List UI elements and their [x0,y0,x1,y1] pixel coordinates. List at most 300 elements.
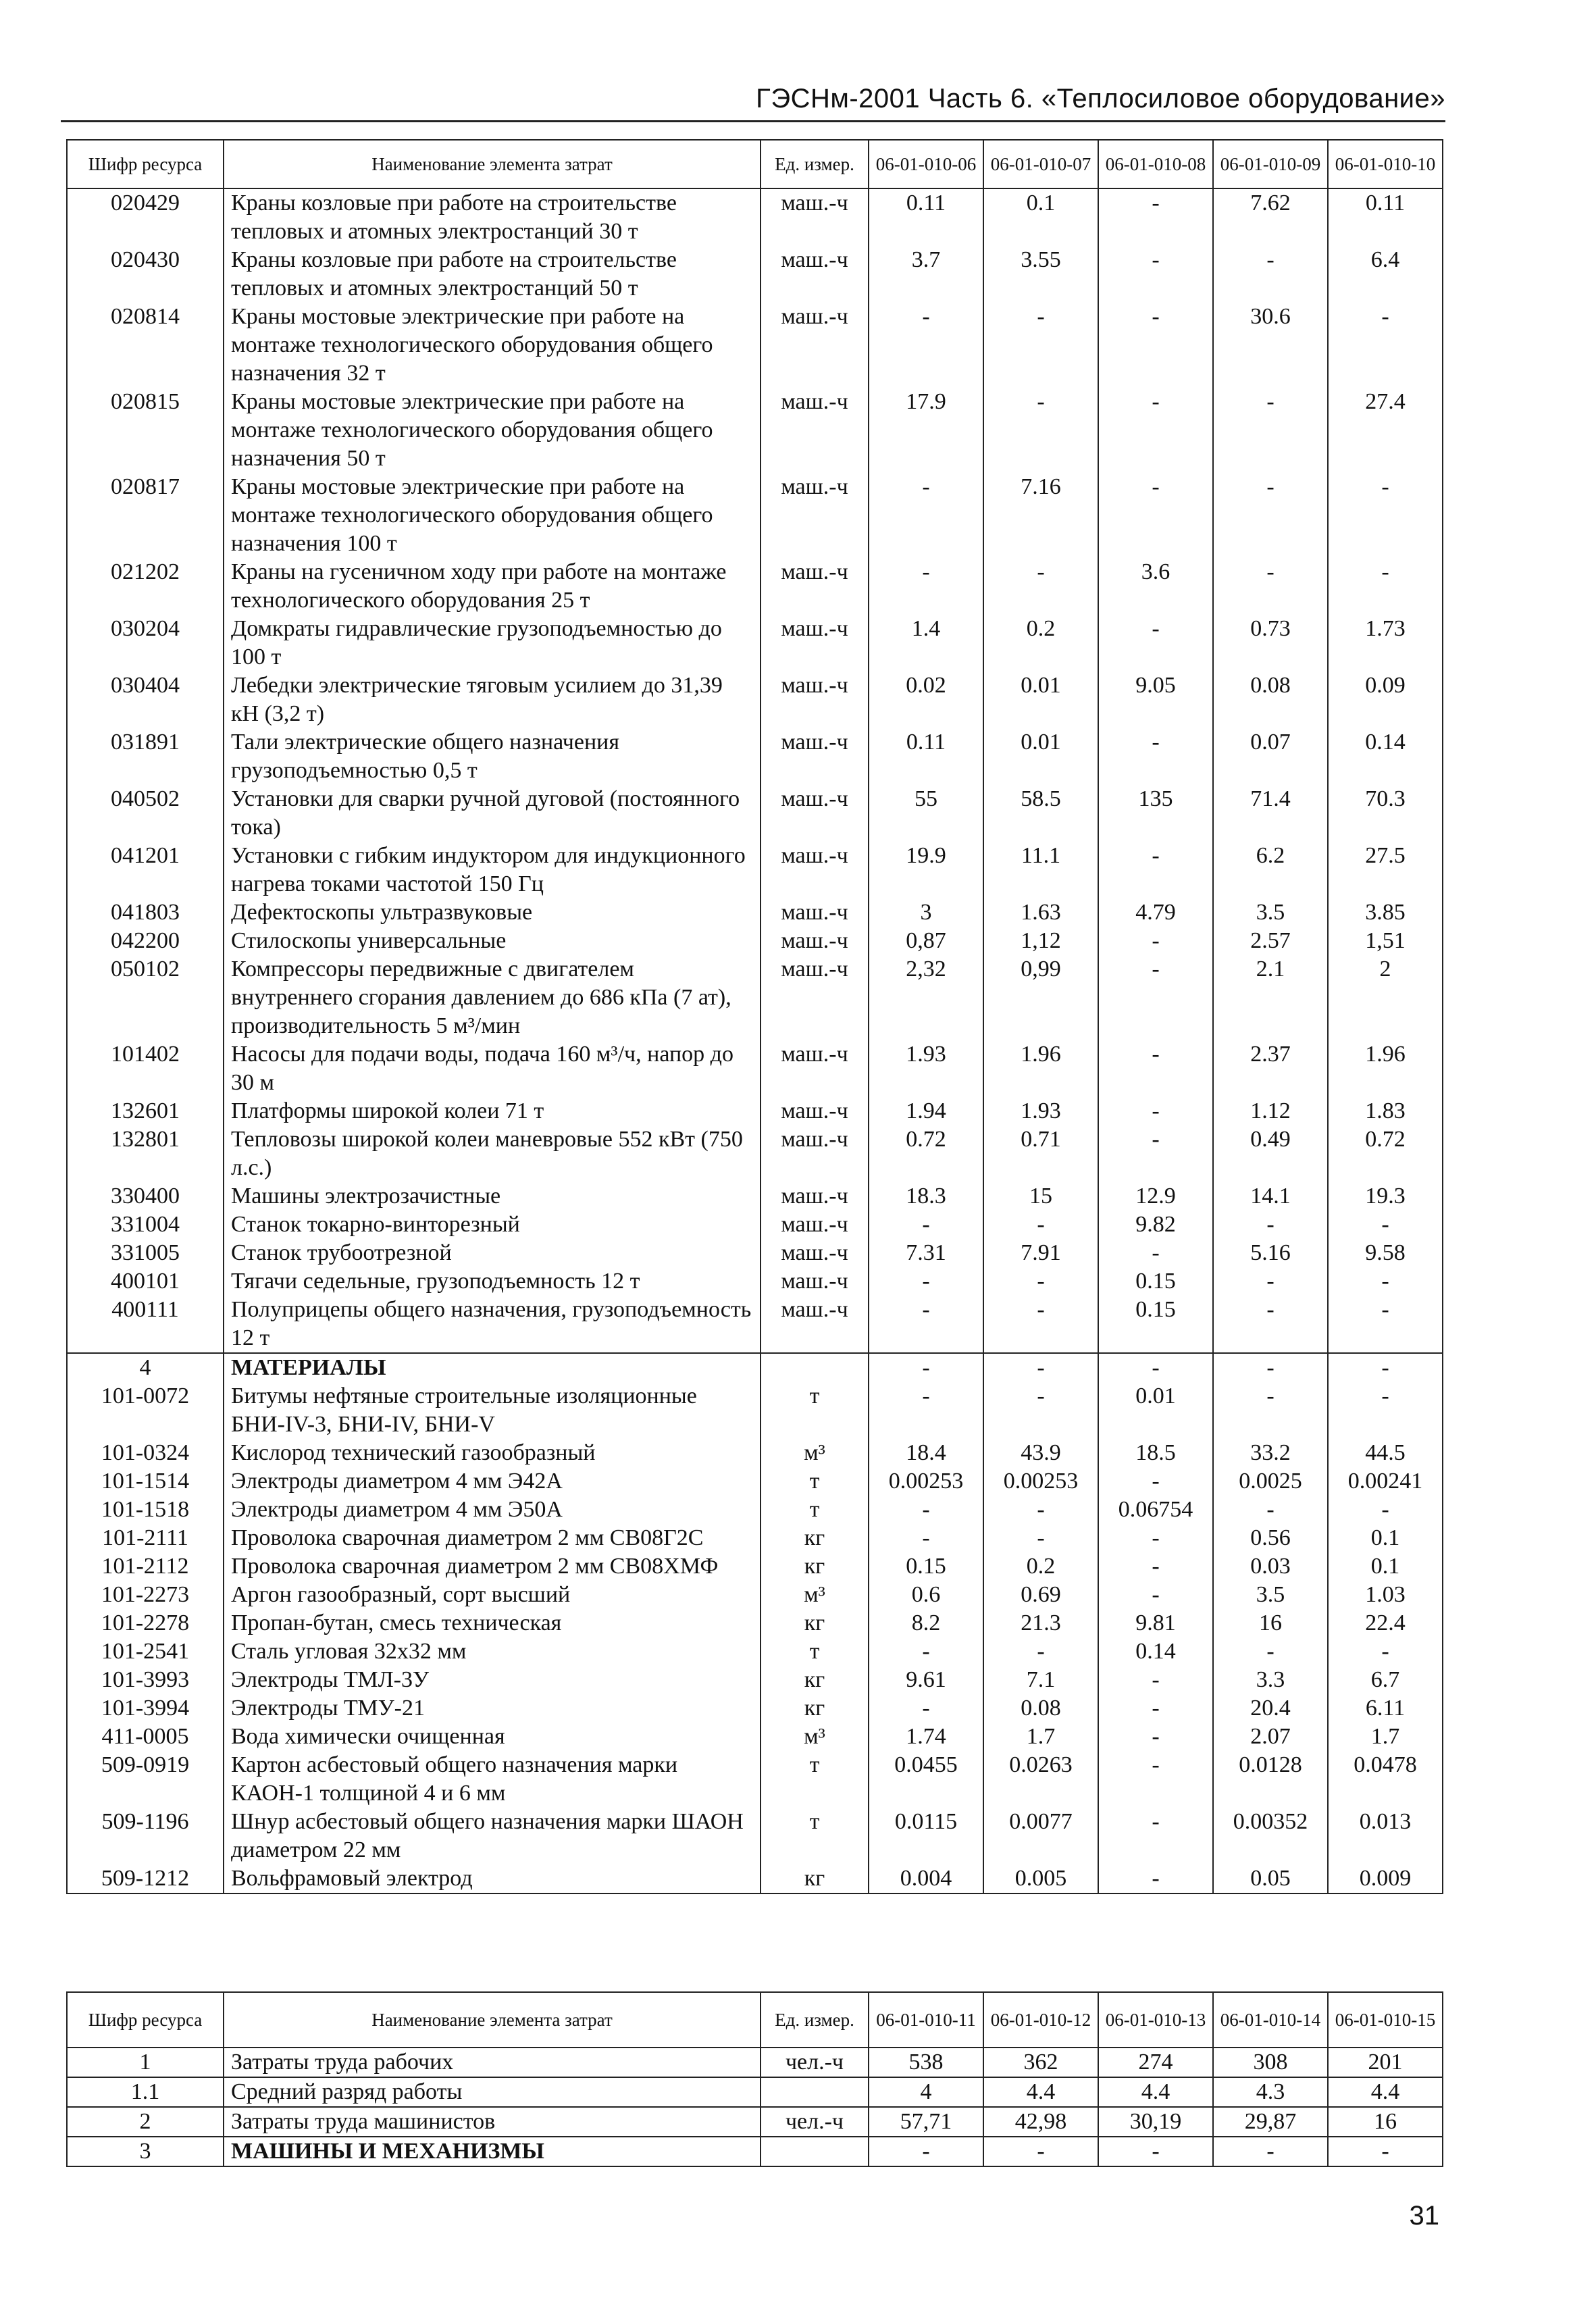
norm-value: 0.00253 [983,1467,1098,1496]
norm-value: - [1328,1382,1443,1439]
resource-name: Затраты труда рабочих [224,2048,761,2077]
norm-value: 71.4 [1213,785,1328,842]
norm-value: - [1098,1125,1213,1182]
table-row [67,1609,1443,1637]
norm-value: 5.16 [1213,1239,1328,1267]
unit-cell: маш.-ч [761,1182,869,1211]
resource-code: 020429 [67,188,224,246]
unit-cell: маш.-ч [761,1296,869,1353]
norm-value: 4.79 [1098,898,1213,927]
norm-value: 0.01 [983,728,1098,785]
resource-name: Тягачи седельные, грузоподъемность 12 т [224,1267,761,1296]
resource-code: 101-0324 [67,1439,224,1467]
norm-value: 362 [983,2048,1098,2077]
col-header-norm-5: 06-01-010-10 [1328,140,1443,188]
table-row [67,1524,1443,1552]
resource-code: 509-1196 [67,1808,224,1864]
resource-code: 132801 [67,1125,224,1182]
resource-code: 132601 [67,1097,224,1125]
col-header-norm-1: 06-01-010-11 [869,1992,983,2048]
resource-name: Затраты труда машинистов [224,2107,761,2137]
norm-value: - [1098,2137,1213,2166]
norm-value: - [983,1211,1098,1239]
resource-code: 509-1212 [67,1864,224,1893]
col-header-name: Наименование элемента затрат [224,140,761,188]
norm-value: 0.1 [1328,1552,1443,1581]
resource-name: Машины электрозачистные [224,1182,761,1211]
norm-value: 3.6 [1098,558,1213,615]
norm-value: 29,87 [1213,2107,1328,2137]
resource-code: 101-2112 [67,1552,224,1581]
norm-value: 1.74 [869,1723,983,1751]
resource-name: Насосы для подачи воды, подача 160 м³/ч, напор до 30 м [224,1040,761,1097]
norm-value: 6.11 [1328,1694,1443,1723]
norm-value: 0.72 [869,1125,983,1182]
norm-value: - [1328,1296,1443,1353]
resource-code: 331005 [67,1239,224,1267]
resource-code: 101-0072 [67,1382,224,1439]
norm-value: 0.15 [1098,1296,1213,1353]
unit-cell: маш.-ч [761,927,869,955]
resource-name: Домкраты гидравлические грузоподъемностью до 100 т [224,615,761,671]
norm-value: 274 [1098,2048,1213,2077]
norm-value: - [1328,473,1443,558]
norm-value: 1.96 [1328,1040,1443,1097]
norm-value: 3.85 [1328,898,1443,927]
norm-value: - [983,1382,1098,1439]
resource-code: 101-2278 [67,1609,224,1637]
norm-value: 0.005 [983,1864,1098,1893]
norm-value: - [869,2137,983,2166]
norm-value: - [1328,1267,1443,1296]
table-row [67,1296,1443,1353]
table-row [67,1182,1443,1211]
norm-value: 0.05 [1213,1864,1328,1893]
table-row [67,2107,1443,2137]
resource-code: 101-2541 [67,1637,224,1666]
norm-value: 4 [869,2077,983,2107]
norm-value: 15 [983,1182,1098,1211]
col-header-norm-2: 06-01-010-12 [983,1992,1098,2048]
norm-value: - [983,303,1098,388]
norm-value: 1.63 [983,898,1098,927]
table-row [67,785,1443,842]
norm-value: - [1098,728,1213,785]
norm-value: 0.72 [1328,1125,1443,1182]
resource-name: Краны на гусеничном ходу при работе на монтаже технологического оборудования 25 т [224,558,761,615]
norm-value: 2,32 [869,955,983,1040]
norm-value: 0.0025 [1213,1467,1328,1496]
table-row [67,188,1443,246]
unit-cell: маш.-ч [761,671,869,728]
norm-value: 1.7 [983,1723,1098,1751]
resource-code: 101-2273 [67,1581,224,1609]
resource-name: Краны мостовые электрические при работе на монтаже технологического оборудования общего назначения 50 т [224,388,761,473]
norm-value: - [1098,1097,1213,1125]
norm-value: 0.69 [983,1581,1098,1609]
norm-value: 0.00352 [1213,1808,1328,1864]
norm-value: - [983,388,1098,473]
norm-value: 0.0128 [1213,1751,1328,1808]
resource-code: 050102 [67,955,224,1040]
norm-value: 1.93 [869,1040,983,1097]
unit-cell [761,2077,869,2107]
norm-value: - [1328,1637,1443,1666]
resource-name: Вольфрамовый электрод [224,1864,761,1893]
norm-value: 0.11 [1328,188,1443,246]
norm-value: - [869,1496,983,1524]
table-row [67,1267,1443,1296]
norm-value: 0,99 [983,955,1098,1040]
resource-name: Краны мостовые электрические при работе на монтаже технологического оборудования общего назначения 100 т [224,473,761,558]
unit-cell: чел.-ч [761,2107,869,2137]
unit-cell: маш.-ч [761,1267,869,1296]
unit-cell: т [761,1751,869,1808]
resource-code: 1.1 [67,2077,224,2107]
norm-value: - [1098,188,1213,246]
table-row [67,1239,1443,1267]
unit-cell: кг [761,1552,869,1581]
unit-cell: маш.-ч [761,898,869,927]
unit-cell: маш.-ч [761,615,869,671]
norm-value: 0.14 [1098,1637,1213,1666]
norm-value: 6.2 [1213,842,1328,898]
resource-name: Средний разряд работы [224,2077,761,2107]
resource-code: 1 [67,2048,224,2077]
norm-value: 42,98 [983,2107,1098,2137]
norm-value: 1.12 [1213,1097,1328,1125]
norm-value: 7.31 [869,1239,983,1267]
norm-value: 2.37 [1213,1040,1328,1097]
col-header-norm-5: 06-01-010-15 [1328,1992,1443,2048]
norm-value: 20.4 [1213,1694,1328,1723]
norm-value: 0.2 [983,615,1098,671]
norm-value: - [1098,842,1213,898]
norm-value: - [1213,388,1328,473]
table-row [67,246,1443,303]
norm-value: 6.4 [1328,246,1443,303]
resource-code: 101-1514 [67,1467,224,1496]
unit-cell: кг [761,1609,869,1637]
norm-value: 70.3 [1328,785,1443,842]
norm-value: - [1213,1353,1328,1382]
resource-name: Платформы широкой колеи 71 т [224,1097,761,1125]
norm-value: - [1213,246,1328,303]
norm-value: - [1098,1524,1213,1552]
resource-code: 020817 [67,473,224,558]
table-row [67,1751,1443,1808]
norm-value: 3.5 [1213,898,1328,927]
norm-value: 19.3 [1328,1182,1443,1211]
unit-cell: маш.-ч [761,785,869,842]
norm-value: 0.009 [1328,1864,1443,1893]
norm-value: - [1213,1382,1328,1439]
unit-cell: маш.-ч [761,246,869,303]
col-header-norm-3: 06-01-010-13 [1098,1992,1213,2048]
norm-value: 0.08 [983,1694,1098,1723]
norm-value: 0.01 [1098,1382,1213,1439]
norm-value: 1,12 [983,927,1098,955]
norm-value: - [1098,1552,1213,1581]
norm-value: 7.62 [1213,188,1328,246]
col-header-name: Наименование элемента затрат [224,1992,761,2048]
norm-value: 1.03 [1328,1581,1443,1609]
unit-cell: маш.-ч [761,728,869,785]
norm-value: 3.5 [1213,1581,1328,1609]
norm-value: 9.05 [1098,671,1213,728]
table-row [67,388,1443,473]
resource-name: Проволока сварочная диаметром 2 мм СВ08Г2С [224,1524,761,1552]
unit-cell: т [761,1467,869,1496]
norm-value: 0.02 [869,671,983,728]
norm-value: 1.93 [983,1097,1098,1125]
table-row [67,1552,1443,1581]
norm-value: - [983,1353,1098,1382]
norm-value: 9.58 [1328,1239,1443,1267]
table-row [67,1666,1443,1694]
norm-value: 4.3 [1213,2077,1328,2107]
norm-value: - [869,1211,983,1239]
norm-value: 0.15 [869,1552,983,1581]
norm-value: 1.83 [1328,1097,1443,1125]
unit-cell: кг [761,1864,869,1893]
norm-value: - [1098,1723,1213,1751]
norm-value: 14.1 [1213,1182,1328,1211]
table-row [67,1864,1443,1893]
norm-value: 0.00241 [1328,1467,1443,1496]
norm-value: - [1213,558,1328,615]
norm-value: - [1098,1353,1213,1382]
norm-value: 2.57 [1213,927,1328,955]
table-row [67,842,1443,898]
norm-value: 3.7 [869,246,983,303]
norm-value: 4.4 [1098,2077,1213,2107]
norm-value: - [1098,388,1213,473]
resource-code: 411-0005 [67,1723,224,1751]
norm-value: 135 [1098,785,1213,842]
norm-value: 22.4 [1328,1609,1443,1637]
norm-value: 0.2 [983,1552,1098,1581]
norm-value: - [1213,2137,1328,2166]
resource-name: Установки для сварки ручной дуговой (постоянного тока) [224,785,761,842]
norm-value: 4.4 [1328,2077,1443,2107]
unit-cell [761,2137,869,2166]
norm-value: 0.07 [1213,728,1328,785]
norm-value: 0.06754 [1098,1496,1213,1524]
resource-code: 020814 [67,303,224,388]
norm-value: - [1098,1467,1213,1496]
norm-value: - [869,473,983,558]
norm-value: - [983,1267,1098,1296]
unit-cell: т [761,1637,869,1666]
norm-value: 19.9 [869,842,983,898]
resource-code: 4 [67,1353,224,1382]
unit-cell: маш.-ч [761,842,869,898]
norm-value: - [869,1382,983,1439]
unit-cell: маш.-ч [761,1125,869,1182]
running-header [61,80,1445,122]
col-header-norm-3: 06-01-010-08 [1098,140,1213,188]
col-header-norm-1: 06-01-010-06 [869,140,983,188]
resource-code: 031891 [67,728,224,785]
resource-code: 030204 [67,615,224,671]
unit-cell: маш.-ч [761,955,869,1040]
norm-value: - [869,303,983,388]
table-row [67,1581,1443,1609]
norm-value: 18.4 [869,1439,983,1467]
norm-value: 0.11 [869,728,983,785]
norm-value: 0.01 [983,671,1098,728]
table-row [67,1382,1443,1439]
resource-code: 021202 [67,558,224,615]
norm-value: 27.5 [1328,842,1443,898]
norm-value: 0.09 [1328,671,1443,728]
col-header-norm-4: 06-01-010-14 [1213,1992,1328,2048]
resource-name: Электроды ТМЛ-3У [224,1666,761,1694]
resource-name: Дефектоскопы ультразвуковые [224,898,761,927]
norm-value: - [1098,1864,1213,1893]
norm-value: 2.1 [1213,955,1328,1040]
table-row [67,558,1443,615]
norm-value: - [1098,1694,1213,1723]
norm-value: 3.55 [983,246,1098,303]
resource-code: 3 [67,2137,224,2166]
norm-value: - [983,1296,1098,1353]
norm-value: - [1213,1296,1328,1353]
unit-cell: маш.-ч [761,1097,869,1125]
norm-value: 11.1 [983,842,1098,898]
norm-value: 0.1 [1328,1524,1443,1552]
table-row [67,2048,1443,2077]
norm-value: - [1098,1808,1213,1864]
norm-value: 7.1 [983,1666,1098,1694]
norm-value: - [1328,1211,1443,1239]
norm-value: 4.4 [983,2077,1098,2107]
table-row [67,1467,1443,1496]
resource-code: 020815 [67,388,224,473]
norm-value: - [869,1296,983,1353]
norm-value: 58.5 [983,785,1098,842]
table-row [67,1694,1443,1723]
norm-value: 27.4 [1328,388,1443,473]
norm-value: 16 [1328,2107,1443,2137]
col-header-norm-4: 06-01-010-09 [1213,140,1328,188]
norm-value: 3.3 [1213,1666,1328,1694]
table-row [67,1637,1443,1666]
norm-value: 1.94 [869,1097,983,1125]
resource-code: 2 [67,2107,224,2137]
norm-value: - [1328,303,1443,388]
resource-code: 101-3994 [67,1694,224,1723]
unit-cell: т [761,1382,869,1439]
norm-value: 30,19 [1098,2107,1213,2137]
unit-cell: кг [761,1524,869,1552]
norm-value: 9.82 [1098,1211,1213,1239]
table-row [67,955,1443,1040]
norm-value: 0.0077 [983,1808,1098,1864]
norm-value: - [983,2137,1098,2166]
resource-name: Тали электрические общего назначения грузоподъемностью 0,5 т [224,728,761,785]
norm-value: - [869,1353,983,1382]
norm-value: 0.11 [869,188,983,246]
resource-code: 331004 [67,1211,224,1239]
resource-table-1 [66,139,1443,1894]
norm-value: 7.91 [983,1239,1098,1267]
norm-value: 9.81 [1098,1609,1213,1637]
norm-value: 0.03 [1213,1552,1328,1581]
resource-name: Станок токарно-винторезный [224,1211,761,1239]
norm-value: - [869,1524,983,1552]
resource-name: Электроды диаметром 4 мм Э42А [224,1467,761,1496]
norm-value: 538 [869,2048,983,2077]
norm-value: - [869,1694,983,1723]
norm-value: 0.013 [1328,1808,1443,1864]
norm-value: 0.0455 [869,1751,983,1808]
norm-value: - [1213,473,1328,558]
unit-cell: м³ [761,1439,869,1467]
norm-value: 0.00253 [869,1467,983,1496]
resource-name: Станок трубоотрезной [224,1239,761,1267]
resource-name: Установки с гибким индуктором для индукционного нагрева токами частотой 150 Гц [224,842,761,898]
norm-value: 0.6 [869,1581,983,1609]
norm-value: 0.004 [869,1864,983,1893]
norm-value: 33.2 [1213,1439,1328,1467]
norm-value: 201 [1328,2048,1443,2077]
norm-value: 12.9 [1098,1182,1213,1211]
norm-value: 9.61 [869,1666,983,1694]
unit-cell: чел.-ч [761,2048,869,2077]
unit-cell [761,1353,869,1382]
resource-code: 101402 [67,1040,224,1097]
resource-code: 101-1518 [67,1496,224,1524]
unit-cell: м³ [761,1581,869,1609]
resource-code: 101-3993 [67,1666,224,1694]
resource-name: Пропан-бутан, смесь техническая [224,1609,761,1637]
resource-name: Шнур асбестовый общего назначения марки ШАОН диаметром 22 мм [224,1808,761,1864]
resource-code: 030404 [67,671,224,728]
norm-value: - [1098,303,1213,388]
unit-cell: маш.-ч [761,1239,869,1267]
norm-value: - [1098,246,1213,303]
norm-value: 2.07 [1213,1723,1328,1751]
norm-value: 0.1 [983,188,1098,246]
norm-value: 0,87 [869,927,983,955]
norm-value: - [1213,1637,1328,1666]
norm-value: 0.0478 [1328,1751,1443,1808]
norm-value: 7.16 [983,473,1098,558]
table-row [67,303,1443,388]
norm-value: - [1328,1353,1443,1382]
norm-value: - [1213,1496,1328,1524]
resource-code: 330400 [67,1182,224,1211]
unit-cell: маш.-ч [761,473,869,558]
norm-value: 30.6 [1213,303,1328,388]
resource-code: 020430 [67,246,224,303]
norm-value: - [1213,1211,1328,1239]
table-row [67,473,1443,558]
norm-value: - [983,1524,1098,1552]
norm-value: - [983,1637,1098,1666]
table-header-row [67,140,1443,188]
norm-value: 0.14 [1328,728,1443,785]
norm-value: 18.3 [869,1182,983,1211]
resource-name: Битумы нефтяные строительные изоляционные БНИ-IV-3, БНИ-IV, БНИ-V [224,1382,761,1439]
table-row [67,1040,1443,1097]
col-header-unit: Ед. измер. [761,1992,869,2048]
resource-table-2 [66,1991,1443,2167]
col-header-code: Шифр ресурса [67,1992,224,2048]
table-row [67,2077,1443,2107]
